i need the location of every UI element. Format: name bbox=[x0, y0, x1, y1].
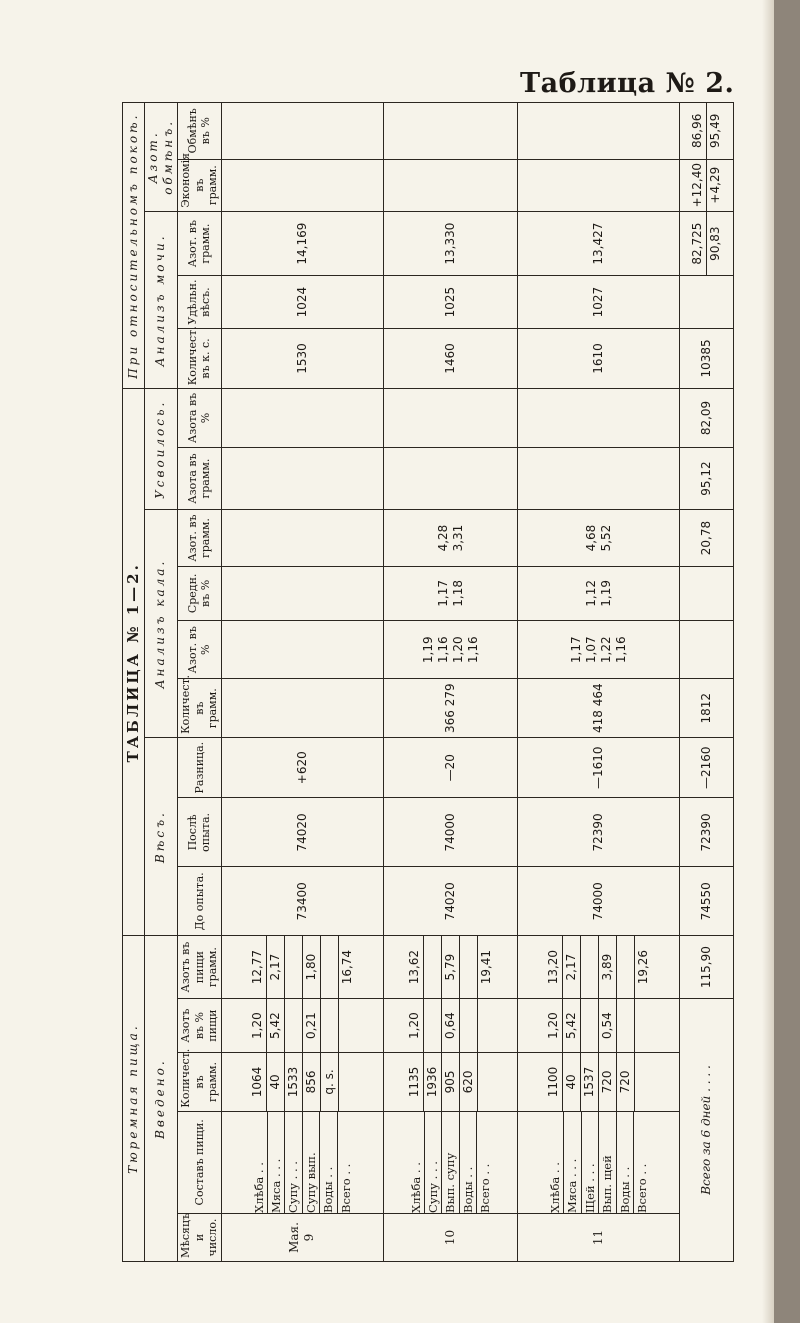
hdr-day: Мѣсяцъ и число. bbox=[177, 1213, 221, 1261]
page-title: Таблица № 2. bbox=[520, 68, 735, 99]
food-n bbox=[459, 936, 477, 998]
hdr-w-after: Послѣ опыта. bbox=[177, 798, 221, 867]
w-after: 72390 bbox=[518, 798, 680, 867]
totals-nb-pct bbox=[680, 103, 734, 160]
food-qty: 720 bbox=[616, 1053, 634, 1110]
food-qty: 720 bbox=[598, 1053, 616, 1110]
day-date: Мая. 9 bbox=[222, 1213, 384, 1261]
f-pct: 1,17 1,07 1,22 1,16 bbox=[518, 621, 680, 679]
food-pct: 1,20 bbox=[546, 1012, 561, 1039]
f-qty bbox=[222, 679, 384, 737]
food-qty bbox=[338, 1053, 356, 1110]
food-qty bbox=[634, 1053, 652, 1110]
food-qty: 620 bbox=[459, 1053, 477, 1110]
hdr-f-avg: Средн. въ % bbox=[177, 566, 221, 620]
a-g-empty bbox=[222, 447, 384, 510]
food-name: Хлѣба . . bbox=[548, 1162, 563, 1213]
food-n bbox=[580, 936, 598, 998]
food-pct bbox=[634, 999, 652, 1052]
totals-nb-g bbox=[680, 159, 734, 211]
w-diff: +620 bbox=[222, 737, 384, 798]
table-row bbox=[383, 103, 518, 1262]
food-name: Супу . . . bbox=[424, 1112, 441, 1213]
hdr-w-before: До опыта. bbox=[177, 867, 221, 936]
food-name: Воды . . bbox=[459, 1112, 476, 1213]
food-qty: q. s. bbox=[320, 1053, 338, 1110]
f-g: 4,68 5,52 bbox=[518, 510, 680, 566]
food-name: Вып. супу bbox=[441, 1112, 458, 1213]
hdr-n-pct: Азотъ въ % пищи bbox=[177, 998, 221, 1052]
hdr-a-pct: Азота въ % bbox=[177, 389, 221, 448]
food-n-list bbox=[383, 936, 518, 999]
hdr-u-qty: Количест. въ к. с. bbox=[177, 328, 221, 389]
food-pct-list bbox=[383, 998, 518, 1052]
food-n bbox=[423, 936, 441, 998]
hdr-f-n-g: Азот. въ грамм. bbox=[177, 510, 221, 566]
food-list bbox=[383, 1111, 518, 1213]
f-qty: 418 464 bbox=[518, 679, 680, 737]
hdr-a-n-g: Азота въ грамм. bbox=[177, 447, 221, 510]
nb-g-empty bbox=[518, 159, 680, 211]
food-name: Воды . . bbox=[319, 1112, 336, 1213]
totals-a-g: 95,12 bbox=[680, 447, 734, 510]
food-n-list bbox=[518, 936, 680, 999]
page-edge-strip bbox=[774, 0, 800, 1323]
food-n bbox=[320, 936, 338, 998]
food-pct bbox=[320, 999, 338, 1052]
food-n-list bbox=[222, 936, 384, 999]
w-after: 74000 bbox=[383, 798, 518, 867]
food-pct: 5,42 bbox=[562, 999, 580, 1052]
hdr-f-n-pct: Азот. въ % bbox=[177, 621, 221, 679]
f-avg: 1,17 1,18 bbox=[383, 566, 518, 620]
food-n bbox=[284, 936, 302, 998]
group-absorbed: Усвоилось. bbox=[144, 389, 177, 510]
w-after: 74020 bbox=[222, 798, 384, 867]
food-qty: 905 bbox=[441, 1053, 459, 1110]
a-g-empty bbox=[383, 447, 518, 510]
nb-pct-empty bbox=[383, 103, 518, 160]
nb-pct-empty bbox=[518, 103, 680, 160]
nitrogen-table bbox=[122, 102, 734, 1262]
f-pct bbox=[222, 621, 384, 679]
f-avg: 1,12 1,19 bbox=[518, 566, 680, 620]
hdr-u-n: Азот. въ грамм. bbox=[177, 211, 221, 276]
totals-w-diff: —2160 bbox=[680, 737, 734, 798]
totals-f-pct-empty bbox=[680, 621, 734, 679]
food-qty: 1135 bbox=[407, 1066, 422, 1098]
totals-nb-pct-b: 95,49 bbox=[706, 103, 724, 159]
hdr-nb-grams: Экономія въ грамм. bbox=[177, 159, 221, 211]
food-n: 3,89 bbox=[598, 936, 616, 998]
food-n: 2,17 bbox=[562, 936, 580, 998]
u-n: 13,427 bbox=[518, 211, 680, 276]
u-qty: 1530 bbox=[222, 328, 384, 389]
group-urine: Анализъ мочи. bbox=[144, 211, 177, 388]
food-n: 12,77 bbox=[249, 949, 264, 985]
food-pct-list bbox=[518, 998, 680, 1052]
w-diff: —1610 bbox=[518, 737, 680, 798]
group-intake: Введено. bbox=[144, 936, 177, 1262]
hdr-u-sg: Удѣльн. вѣсъ. bbox=[177, 276, 221, 328]
totals-w-after: 72390 bbox=[680, 798, 734, 867]
food-qty-list bbox=[383, 1053, 518, 1111]
w-before: 74020 bbox=[383, 867, 518, 936]
food-pct: 0,21 bbox=[302, 999, 320, 1052]
binding-shadow bbox=[762, 0, 774, 1323]
a-pct-empty bbox=[222, 389, 384, 448]
u-n: 13,330 bbox=[383, 211, 518, 276]
food-name: Всего . . bbox=[476, 1112, 493, 1213]
hdr-w-diff: Разница. bbox=[177, 737, 221, 798]
food-pct bbox=[580, 999, 598, 1052]
food-qty-list bbox=[518, 1053, 680, 1111]
hdr-n-grams: Азотъ въ пищи грамм. bbox=[177, 936, 221, 999]
food-pct: 1,20 bbox=[407, 1012, 422, 1039]
food-pct bbox=[477, 999, 495, 1052]
food-pct: 0,64 bbox=[441, 999, 459, 1052]
left-caption: Тюремная пища. bbox=[123, 936, 145, 1262]
food-name: Хлѣба . . bbox=[251, 1162, 266, 1213]
totals-u-n-a: 82,725 bbox=[690, 222, 705, 265]
f-g bbox=[222, 510, 384, 566]
totals-n-g: 115,90 bbox=[680, 936, 734, 999]
f-g: 4,28 3,31 bbox=[383, 510, 518, 566]
u-n: 14,169 bbox=[222, 211, 384, 276]
a-g-empty bbox=[518, 447, 680, 510]
food-pct: 0,54 bbox=[598, 999, 616, 1052]
f-qty: 366 279 bbox=[383, 679, 518, 737]
u-qty: 1460 bbox=[383, 328, 518, 389]
food-name: Мяса . . . bbox=[563, 1112, 580, 1213]
food-qty: 1100 bbox=[546, 1066, 561, 1098]
food-n: 13,62 bbox=[407, 949, 422, 985]
f-pct: 1,19 1,16 1,20 1,16 bbox=[383, 621, 518, 679]
w-diff: —20 bbox=[383, 737, 518, 798]
u-qty: 1610 bbox=[518, 328, 680, 389]
food-n: 16,74 bbox=[338, 936, 356, 998]
group-nitrogen: Азот. обмѣнъ. bbox=[144, 103, 177, 212]
food-name: Супу . . . bbox=[284, 1112, 301, 1213]
food-pct: 5,42 bbox=[266, 999, 284, 1052]
totals-label: Всего за 6 дней . . . . bbox=[680, 998, 734, 1261]
totals-f-avg-empty bbox=[680, 566, 734, 620]
food-pct bbox=[423, 999, 441, 1052]
u-sg: 1024 bbox=[222, 276, 384, 328]
hdr-qty: Количест. въ грамм. bbox=[177, 1053, 221, 1111]
totals-f-qty: 1812 bbox=[680, 679, 734, 737]
food-pct: 1,20 bbox=[249, 1012, 264, 1039]
day-date: 10 bbox=[383, 1213, 518, 1261]
totals-u-qty: 10385 bbox=[680, 328, 734, 389]
totals-u-n bbox=[680, 211, 734, 276]
food-n: 2,17 bbox=[266, 936, 284, 998]
food-qty: 40 bbox=[562, 1053, 580, 1110]
food-pct-list bbox=[222, 998, 384, 1052]
totals-u-sg-empty bbox=[680, 276, 734, 328]
food-pct bbox=[459, 999, 477, 1052]
w-before: 73400 bbox=[222, 867, 384, 936]
food-name: Хлѣба . . bbox=[408, 1162, 423, 1213]
w-before: 74000 bbox=[518, 867, 680, 936]
food-name: Супу вып. bbox=[302, 1112, 319, 1213]
food-qty: 40 bbox=[266, 1053, 284, 1110]
totals-nb-pct-a: 86,96 bbox=[690, 113, 705, 148]
hdr-f-qty: Количест. въ грамм. bbox=[177, 679, 221, 737]
food-name: Мяса . . . bbox=[267, 1112, 284, 1213]
totals-nb-g-a: +12,40 bbox=[690, 162, 705, 208]
nb-pct-empty bbox=[222, 103, 384, 160]
food-qty: 1064 bbox=[249, 1066, 264, 1098]
totals-nb-g-b: +4,29 bbox=[706, 160, 724, 211]
day-date: 11 bbox=[518, 1213, 680, 1261]
totals-u-n-b: 90,83 bbox=[706, 212, 724, 276]
rotated-table-container bbox=[122, 102, 734, 1262]
table-row bbox=[222, 103, 384, 1262]
totals-row bbox=[680, 103, 734, 1262]
food-n: 19,41 bbox=[477, 936, 495, 998]
totals-f-g: 20,78 bbox=[680, 510, 734, 566]
food-qty: 1533 bbox=[284, 1053, 302, 1110]
food-qty: 1936 bbox=[423, 1053, 441, 1110]
food-name: Щей . . . bbox=[581, 1112, 598, 1213]
right-caption: При относительномъ покоѣ. bbox=[123, 103, 145, 389]
food-name: Воды . . bbox=[616, 1112, 633, 1213]
food-n: 1,80 bbox=[302, 936, 320, 998]
f-avg bbox=[222, 566, 384, 620]
food-list bbox=[518, 1111, 680, 1213]
table-row bbox=[518, 103, 680, 1262]
a-pct-empty bbox=[383, 389, 518, 448]
food-pct bbox=[338, 999, 356, 1052]
food-qty: 1537 bbox=[580, 1053, 598, 1110]
food-qty: 856 bbox=[302, 1053, 320, 1110]
food-pct bbox=[616, 999, 634, 1052]
food-name: Всего . . bbox=[633, 1112, 650, 1213]
food-qty bbox=[477, 1053, 495, 1110]
food-n: 5,79 bbox=[441, 936, 459, 998]
food-name: Всего . . bbox=[337, 1112, 354, 1213]
nb-g-empty bbox=[222, 159, 384, 211]
food-pct bbox=[284, 999, 302, 1052]
nb-g-empty bbox=[383, 159, 518, 211]
a-pct-empty bbox=[518, 389, 680, 448]
totals-w-before: 74550 bbox=[680, 867, 734, 936]
u-sg: 1027 bbox=[518, 276, 680, 328]
food-n bbox=[616, 936, 634, 998]
u-sg: 1025 bbox=[383, 276, 518, 328]
food-qty-list bbox=[222, 1053, 384, 1111]
food-n: 13,20 bbox=[546, 949, 561, 985]
hdr-nb-pct: Обмѣнъ въ % bbox=[177, 103, 221, 160]
table-heading: ТАБЛИЦА № 1—2. bbox=[123, 389, 145, 936]
food-n: 19,26 bbox=[634, 936, 652, 998]
group-feces: Анализъ кала. bbox=[144, 510, 177, 738]
food-name: Вып. щей bbox=[598, 1112, 615, 1213]
hdr-food: Составъ пищи. bbox=[177, 1111, 221, 1213]
food-list bbox=[222, 1111, 384, 1213]
totals-a-pct: 82,09 bbox=[680, 389, 734, 448]
group-weight: Вѣсъ. bbox=[144, 737, 177, 935]
